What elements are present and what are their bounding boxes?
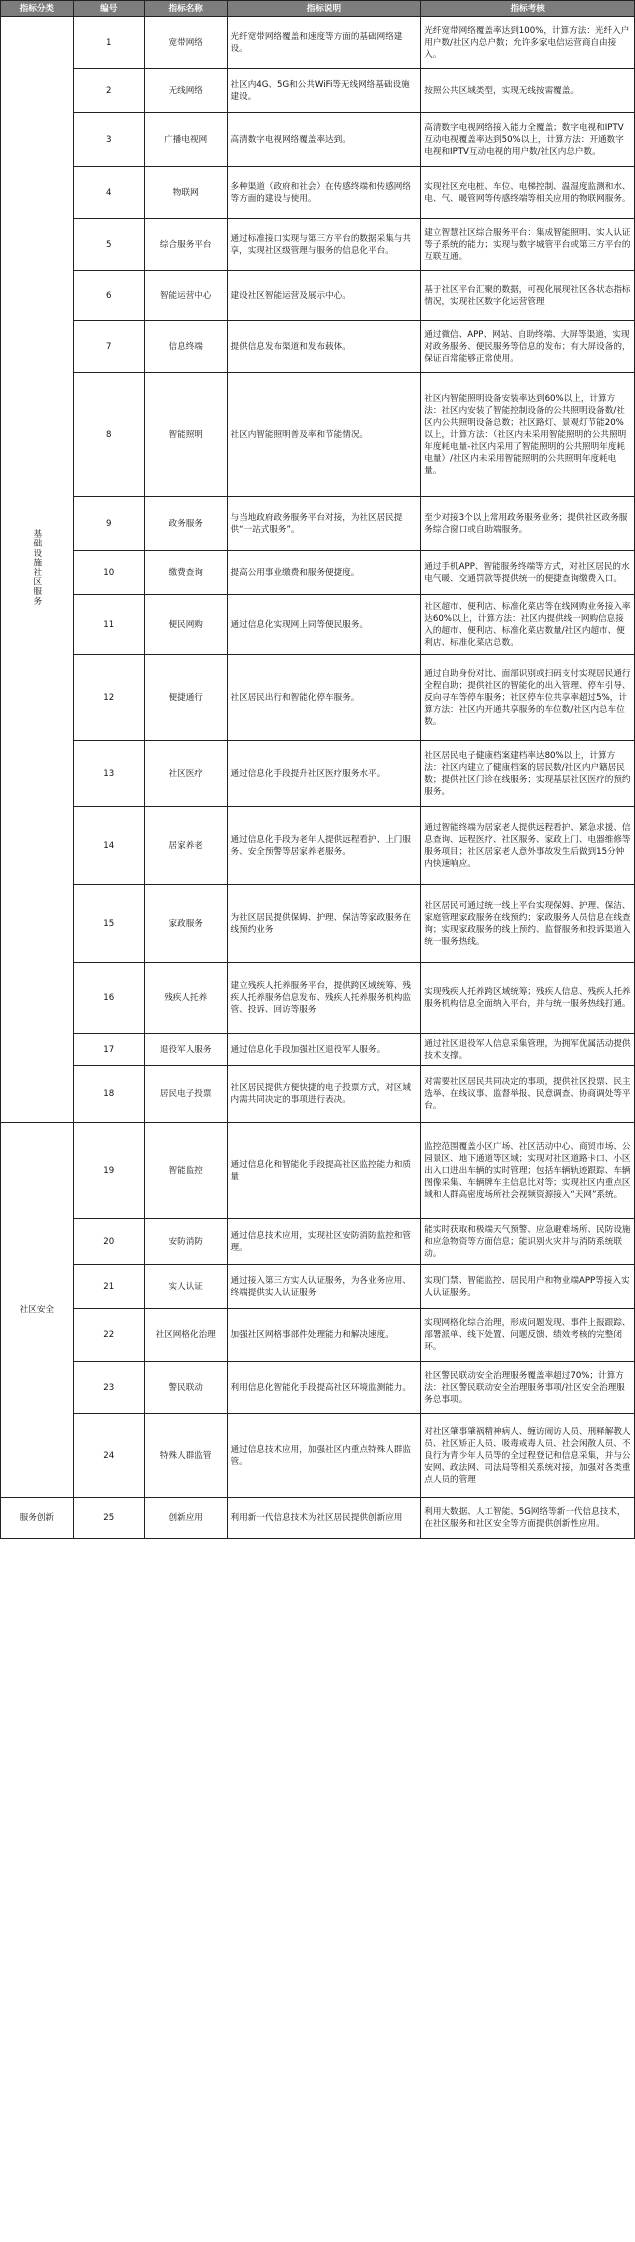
number-cell: 17 <box>73 1034 144 1066</box>
table-row <box>1 885 635 963</box>
assessment-cell: 社区警民联动安全治理服务覆盖率超过70%；计算方法：社区警民联动安全治理服务事项/社区安全治理服务总事项。 <box>421 1362 635 1414</box>
number-cell: 4 <box>73 167 144 219</box>
name-cell: 警民联动 <box>144 1362 227 1414</box>
number-cell: 13 <box>73 741 144 807</box>
table-row <box>1 1066 635 1123</box>
number-cell: 7 <box>73 321 144 373</box>
description-cell: 提供信息发布渠道和发布载体。 <box>227 321 421 373</box>
assessment-cell: 对需要社区居民共同决定的事项，提供社区投票、民主选举、在线议事、监督举报、民意调查、协商调处等平台。 <box>421 1066 635 1123</box>
name-cell: 居家养老 <box>144 807 227 885</box>
header-name: 指标名称 <box>144 1 227 17</box>
number-cell: 1 <box>73 17 144 69</box>
description-cell: 通过标准接口实现与第三方平台的数据采集与共享，实现社区级管理与服务的信息化平台。 <box>227 219 421 271</box>
table-row <box>1 113 635 167</box>
number-cell: 6 <box>73 271 144 321</box>
assessment-cell: 实现门禁、智能监控、居民用户和物业端APP等接入实人认证服务。 <box>421 1265 635 1309</box>
description-cell: 加强社区网格事部件处理能力和解决速度。 <box>227 1309 421 1362</box>
table-row <box>1 321 635 373</box>
number-cell: 10 <box>73 551 144 595</box>
name-cell: 广播电视网 <box>144 113 227 167</box>
description-cell: 与当地政府政务服务平台对接，为社区居民提供“一站式服务”。 <box>227 497 421 551</box>
description-cell: 建立残疾人托养服务平台，提供跨区域统筹、残疾人托养服务信息发布、残疾人托养服务机构监管、投诉、回访等服务 <box>227 963 421 1034</box>
number-cell: 22 <box>73 1309 144 1362</box>
table-row <box>1 1034 635 1066</box>
description-cell: 通过信息化实现网上同等便民服务。 <box>227 595 421 655</box>
assessment-cell: 高清数字电视网络接入能力全覆盖；数字电视和IPTV互动电视覆盖率达到50%以上，计算方法：开通数字电视和IPTV互动电视的用户数/社区内总户数。 <box>421 113 635 167</box>
description-cell: 利用信息化智能化手段提高社区环境监测能力。 <box>227 1362 421 1414</box>
description-cell: 利用新一代信息技术为社区居民提供创新应用 <box>227 1498 421 1539</box>
number-cell: 2 <box>73 69 144 113</box>
name-cell: 缴费查询 <box>144 551 227 595</box>
name-cell: 退役军人服务 <box>144 1034 227 1066</box>
number-cell: 15 <box>73 885 144 963</box>
assessment-cell: 对社区肇事肇祸精神病人、缠访闹访人员、刑释解教人员、社区矫正人员、吸毒戒毒人员、社会闲散人员、不良行为青少年人员等的全过程登记和信息采集，并与公安网、政法网、司法局等相关系统对接，加强对各类重点人员的管理 <box>421 1414 635 1498</box>
number-cell: 25 <box>73 1498 144 1539</box>
header-assessment: 指标考核 <box>421 1 635 17</box>
name-cell: 家政服务 <box>144 885 227 963</box>
number-cell: 21 <box>73 1265 144 1309</box>
description-cell: 通过信息化手段提升社区医疗服务水平。 <box>227 741 421 807</box>
description-cell: 通过信息化手段为老年人提供远程看护、上门服务、安全预警等居家养老服务。 <box>227 807 421 885</box>
assessment-cell: 监控范围覆盖小区广场、社区活动中心、商贸市场、公园景区、地下通道等区域；实现对社区道路卡口、小区出入口进出车辆的实时管理；包括车辆轨迹跟踪、车辆图像采集、车辆牌车主信息比对等；实现社区内重点区域和人群高密度场所社会视频资源接入“天网”系统。 <box>421 1123 635 1219</box>
description-cell: 高清数字电视网络覆盖率达到。 <box>227 113 421 167</box>
number-cell: 12 <box>73 655 144 741</box>
number-cell: 19 <box>73 1123 144 1219</box>
table-row <box>1 1309 635 1362</box>
description-cell: 社区内智能照明普及率和节能情况。 <box>227 373 421 497</box>
description-cell: 通过信息化和智能化手段提高社区监控能力和质量 <box>227 1123 421 1219</box>
table-row <box>1 741 635 807</box>
table-row <box>1 655 635 741</box>
description-cell: 通过接入第三方实人认证服务，为各业务应用、终端提供实人认证服务 <box>227 1265 421 1309</box>
assessment-cell: 通过手机APP、智能服务终端等方式，对社区居民的水电气暖、交通罚款等提供统一的便捷查询缴费入口。 <box>421 551 635 595</box>
name-cell: 特殊人群监管 <box>144 1414 227 1498</box>
description-cell: 通过信息化手段加强社区退役军人服务。 <box>227 1034 421 1066</box>
table-row <box>1 1414 635 1498</box>
table-row <box>1 1362 635 1414</box>
name-cell: 社区网格化治理 <box>144 1309 227 1362</box>
header-category: 指标分类 <box>1 1 74 17</box>
assessment-cell: 社区超市、便利店、标准化菜店等在线网购业务接入率达60%以上，计算方法：社区内提供线一网购信息接入的超市、便利店、标准化菜店数量/社区内超市、便利店、标准化菜店总数。 <box>421 595 635 655</box>
header-description: 指标说明 <box>227 1 421 17</box>
assessment-cell: 通过智能终端为居家老人提供远程看护、紧急求援、信息查询、远程医疗、社区服务、家政上门、电器维修等服务项目；社区居家老人意外事故发生后做到15分钟内快速响应。 <box>421 807 635 885</box>
table-row <box>1 1123 635 1219</box>
number-cell: 9 <box>73 497 144 551</box>
assessment-cell: 光纤宽带网络覆盖率达到100%，计算方法：光纤入户用户数/社区内总户数；允许多家电信运营商自由接入。 <box>421 17 635 69</box>
table-row <box>1 1265 635 1309</box>
number-cell: 3 <box>73 113 144 167</box>
name-cell: 无线网络 <box>144 69 227 113</box>
number-cell: 8 <box>73 373 144 497</box>
table-row <box>1 963 635 1034</box>
assessment-cell: 至少对接3个以上常用政务服务业务；提供社区政务服务综合窗口或自助端服务。 <box>421 497 635 551</box>
assessment-cell: 建立智慧社区综合服务平台：集成智能照明、实人认证等子系统的能力；实现与数字城管平台或第三方平台的互联互通。 <box>421 219 635 271</box>
table-row <box>1 1498 635 1539</box>
table-row <box>1 271 635 321</box>
table-row <box>1 373 635 497</box>
category-cell <box>1 1123 74 1498</box>
assessment-cell: 按照公共区域类型，实现无线按需覆盖。 <box>421 69 635 113</box>
number-cell: 23 <box>73 1362 144 1414</box>
table-row <box>1 167 635 219</box>
table-row <box>1 807 635 885</box>
table-row <box>1 551 635 595</box>
name-cell: 智能照明 <box>144 373 227 497</box>
category-label: 服务创新 <box>19 1513 55 1523</box>
assessment-cell: 通过社区退役军人信息采集管理，为拥军优属活动提供技术支撑。 <box>421 1034 635 1066</box>
number-cell: 20 <box>73 1219 144 1265</box>
assessment-cell: 社区居民可通过统一线上平台实现保姆、护理、保洁、家庭管理家政服务在线预约；家政服务人员信息在线查询；实现家政服务的线上预约、监督服务和投诉渠道入统一服务热线。 <box>421 885 635 963</box>
name-cell: 便民网购 <box>144 595 227 655</box>
name-cell: 残疾人托养 <box>144 963 227 1034</box>
name-cell: 安防消防 <box>144 1219 227 1265</box>
description-cell: 通过信息技术应用，实现社区安防消防监控和管理。 <box>227 1219 421 1265</box>
category-cell <box>1 17 74 1123</box>
assessment-cell: 通过自助身份对比、面部识别或扫码支付实现居民通行全程自助；提供社区的智能化的出入管理、停车引导、反向寻车等停车服务；社区停车位共享率超过5%，计算方法：社区内开通共享服务的车位数/社区内总车位数。 <box>421 655 635 741</box>
number-cell: 14 <box>73 807 144 885</box>
description-cell: 社区居民出行和智能化停车服务。 <box>227 655 421 741</box>
table-row <box>1 69 635 113</box>
table-row <box>1 219 635 271</box>
number-cell: 24 <box>73 1414 144 1498</box>
assessment-cell: 通过微信、APP、网站、自助终端、大屏等渠道，实现对政务服务、便民服务等信息的发布；有大屏设备的，保证百常能够正常使用。 <box>421 321 635 373</box>
header-number: 编号 <box>73 1 144 17</box>
assessment-cell: 社区内智能照明设备安装率达到60%以上，计算方法：社区内安装了智能控制设备的公共照明设备数/社区内公共照明设备总数；社区路灯、景观灯节能20%以上，计算方法：（社区内未采用智能照明的公共照明年度耗电量-社区内采用了智能照明的公共照明年度耗电量）/社区内未采用智能照明的公共照明年度耗电量。 <box>421 373 635 497</box>
name-cell: 综合服务平台 <box>144 219 227 271</box>
name-cell: 实人认证 <box>144 1265 227 1309</box>
table-row <box>1 497 635 551</box>
description-cell: 通过信息技术应用，加强社区内重点特殊人群监管。 <box>227 1414 421 1498</box>
header-row <box>1 1 635 17</box>
assessment-cell: 利用大数据、人工智能、5G网络等新一代信息技术，在社区服务和社区安全等方面提供创新性应用。 <box>421 1498 635 1539</box>
number-cell: 16 <box>73 963 144 1034</box>
description-cell: 光纤宽带网络覆盖和速度等方面的基础网络建设。 <box>227 17 421 69</box>
name-cell: 物联网 <box>144 167 227 219</box>
name-cell: 智能运营中心 <box>144 271 227 321</box>
description-cell: 多种渠道（政府和社会）在传感终端和传感网络等方面的建设与使用。 <box>227 167 421 219</box>
assessment-cell: 实现网格化综合治理，形成问题发现、事件上报跟踪、部署派单、线下处置、问题反馈、绩效考核的完整闭环。 <box>421 1309 635 1362</box>
name-cell: 社区医疗 <box>144 741 227 807</box>
name-cell: 便捷通行 <box>144 655 227 741</box>
number-cell: 18 <box>73 1066 144 1123</box>
name-cell: 创新应用 <box>144 1498 227 1539</box>
description-cell: 提高公用事业缴费和服务便捷度。 <box>227 551 421 595</box>
category-cell <box>1 1498 74 1539</box>
number-cell: 5 <box>73 219 144 271</box>
description-cell: 为社区居民提供保姆、护理、保洁等家政服务在线预约业务 <box>227 885 421 963</box>
name-cell: 智能监控 <box>144 1123 227 1219</box>
table-row <box>1 17 635 69</box>
assessment-cell: 基于社区平台汇聚的数据，可视化展现社区各状态指标情况，实现社区数字化运营管理 <box>421 271 635 321</box>
category-label: 基础设施社区服务 <box>31 529 42 606</box>
name-cell: 信息终端 <box>144 321 227 373</box>
number-cell: 11 <box>73 595 144 655</box>
assessment-cell: 能实时获取和极端天气预警、应急避难场所、民防设施和应急物资等方面信息；能识别火灾并与消防系统联动。 <box>421 1219 635 1265</box>
description-cell: 社区内4G、5G和公共WiFi等无线网络基础设施建设。 <box>227 69 421 113</box>
description-cell: 社区居民提供方便快捷的电子投票方式，对区域内需共同决定的事项进行表决。 <box>227 1066 421 1123</box>
description-cell: 建设社区智能运营及展示中心。 <box>227 271 421 321</box>
table-row <box>1 1219 635 1265</box>
name-cell: 居民电子投票 <box>144 1066 227 1123</box>
name-cell: 宽带网络 <box>144 17 227 69</box>
name-cell: 政务服务 <box>144 497 227 551</box>
assessment-cell: 实现残疾人托养跨区域统筹；残疾人信息、残疾人托养服务机构信息全面纳入平台，并与统一服务热线打通。 <box>421 963 635 1034</box>
assessment-cell: 社区居民电子健康档案建档率达80%以上，计算方法：社区内建立了健康档案的居民数/社区内户籍居民数；提供社区门诊在线服务；实现基层社区医疗的预约服务。 <box>421 741 635 807</box>
table-row <box>1 595 635 655</box>
assessment-cell: 实现社区充电桩、车位、电梯控制、温湿度监测和水、电、气、暖管网等传感终端等相关应用的物联网服务。 <box>421 167 635 219</box>
category-label: 社区安全 <box>19 1305 55 1315</box>
